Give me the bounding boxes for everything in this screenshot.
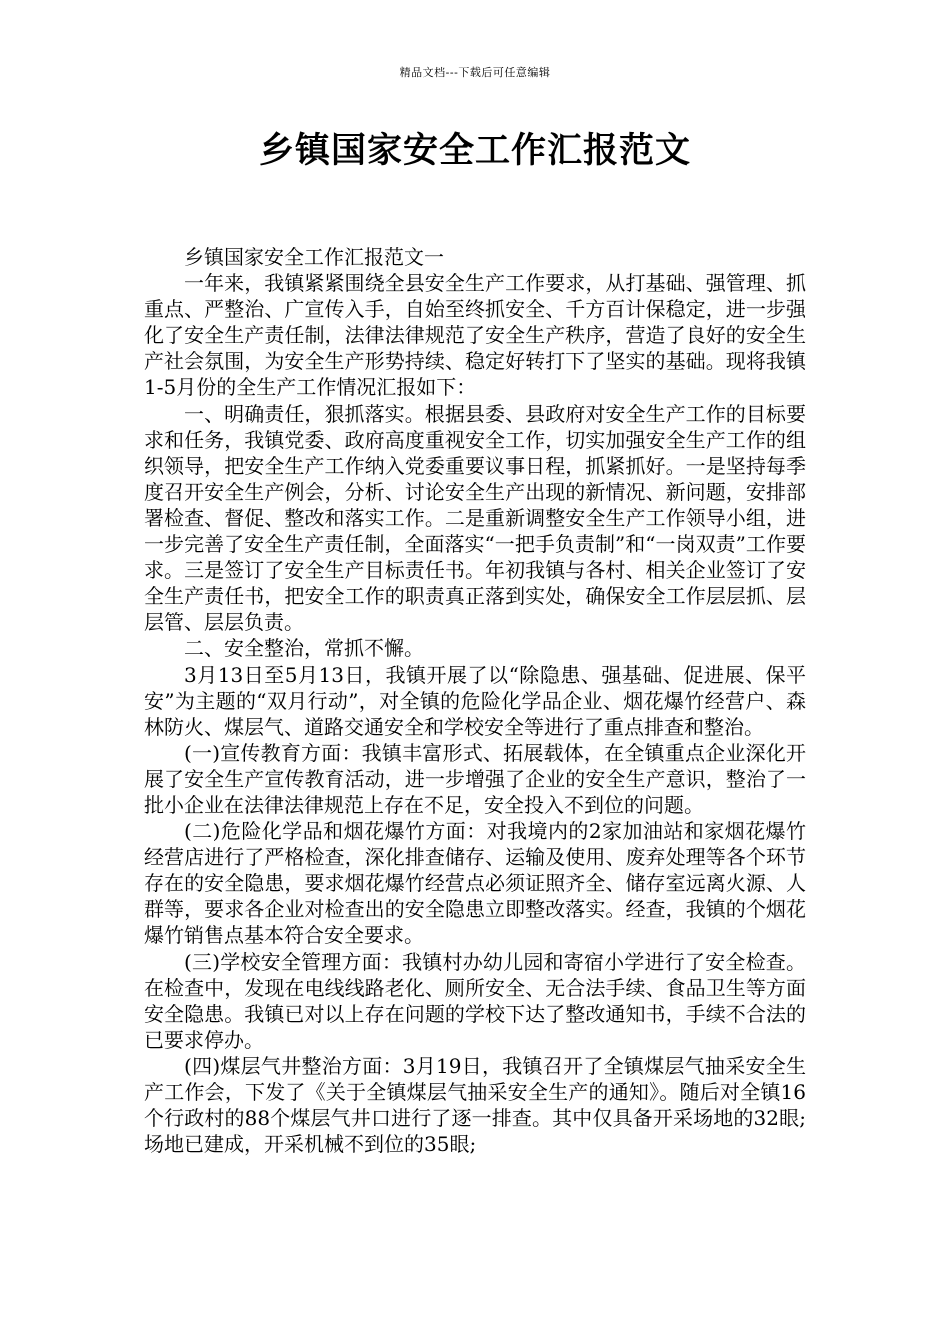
paragraph-section-1: 一、明确责任，狠抓落实。根据县委、县政府对安全生产工作的目标要求和任务，我镇党委、政府高度重视安全工作，切实加强安全生产工作的组织领导，把安全生产工作纳入党委重要议事日程，抓紧抓好。一是坚持每季度召开安全生产例会，分析、讨论安全生产出现的新情况、新问题，安排部署检查、督促、整改和落实工作。二是重新调整安全生产工作领导小组，进一步完善了安全生产责任制，全面落实“一把手负责制”和“一岗双责”工作要求。三是签订了安全生产目标责任书。年初我镇与各村、相关企业签订了安全生产责任书，把安全工作的职责真正落到实处，确保安全工作层层抓、层层管、层层负责。 [144, 401, 806, 635]
paragraph-double-month-action: 3月13日至5月13日，我镇开展了以“除隐患、强基础、促进展、保平安”为主题的“双月行动”，对全镇的危险化学品企业、烟花爆竹经营户、森林防火、煤层气、道路交通安全和学校安全等进行了重点排查和整治。 [144, 662, 806, 739]
paragraph-item-4: (四)煤层气井整治方面：3月19日，我镇召开了全镇煤层气抽采安全生产工作会，下发了《关于全镇煤层气抽采安全生产的通知》。随后对全镇16个行政村的88个煤层气井口进行了逐一排查。其中仅具备开采场地的32眼;场地已建成，开采机械不到位的35眼; [144, 1053, 806, 1157]
paragraph-section-2-heading: 二、安全整治，常抓不懈。 [184, 636, 424, 661]
document-body [144, 244, 806, 1157]
header-note: 精品文档---下载后可任意编辑 [399, 66, 551, 79]
paragraph-subtitle: 乡镇国家安全工作汇报范文一 [184, 245, 444, 269]
paragraph-item-3: (三)学校安全管理方面：我镇村办幼儿园和寄宿小学进行了安全检查。在检查中，发现在电线线路老化、厕所安全、无合法手续、食品卫生等方面安全隐患。我镇已对以上存在问题的学校下达了整改通知书，手续不合法的已要求停办。 [144, 949, 806, 1052]
paragraph-intro: 一年来，我镇紧紧围绕全县安全生产工作要求，从打基础、强管理、抓重点、严整治、广宣传入手，自始至终抓安全、千方百计保稳定，进一步强化了安全生产责任制，法律法律规范了安全生产秩序，营造了良好的安全生产社会氛围，为安全生产形势持续、稳定好转打下了坚实的基础。现将我镇1-5月份的全生产工作情况汇报如下： [144, 271, 806, 400]
paragraph-item-1: (一)宣传教育方面：我镇丰富形式、拓展载体，在全镇重点企业深化开展了安全生产宣传教育活动，进一步增强了企业的安全生产意识，整治了一批小企业在法律法律规范上存在不足，安全投入不到位的问题。 [144, 740, 806, 817]
document-title: 乡镇国家安全工作汇报范文 [258, 130, 691, 171]
paragraph-item-2: (二)危险化学品和烟花爆竹方面：对我境内的2家加油站和家烟花爆竹经营店进行了严格检查，深化排查储存、运输及使用、废弃处理等各个环节存在的安全隐患，要求烟花爆竹经营点必须证照齐全、储存室远离火源、人群等，要求各企业对检查出的安全隐患立即整改落实。经查，我镇的个烟花爆竹销售点基本符合安全要求。 [144, 819, 806, 948]
